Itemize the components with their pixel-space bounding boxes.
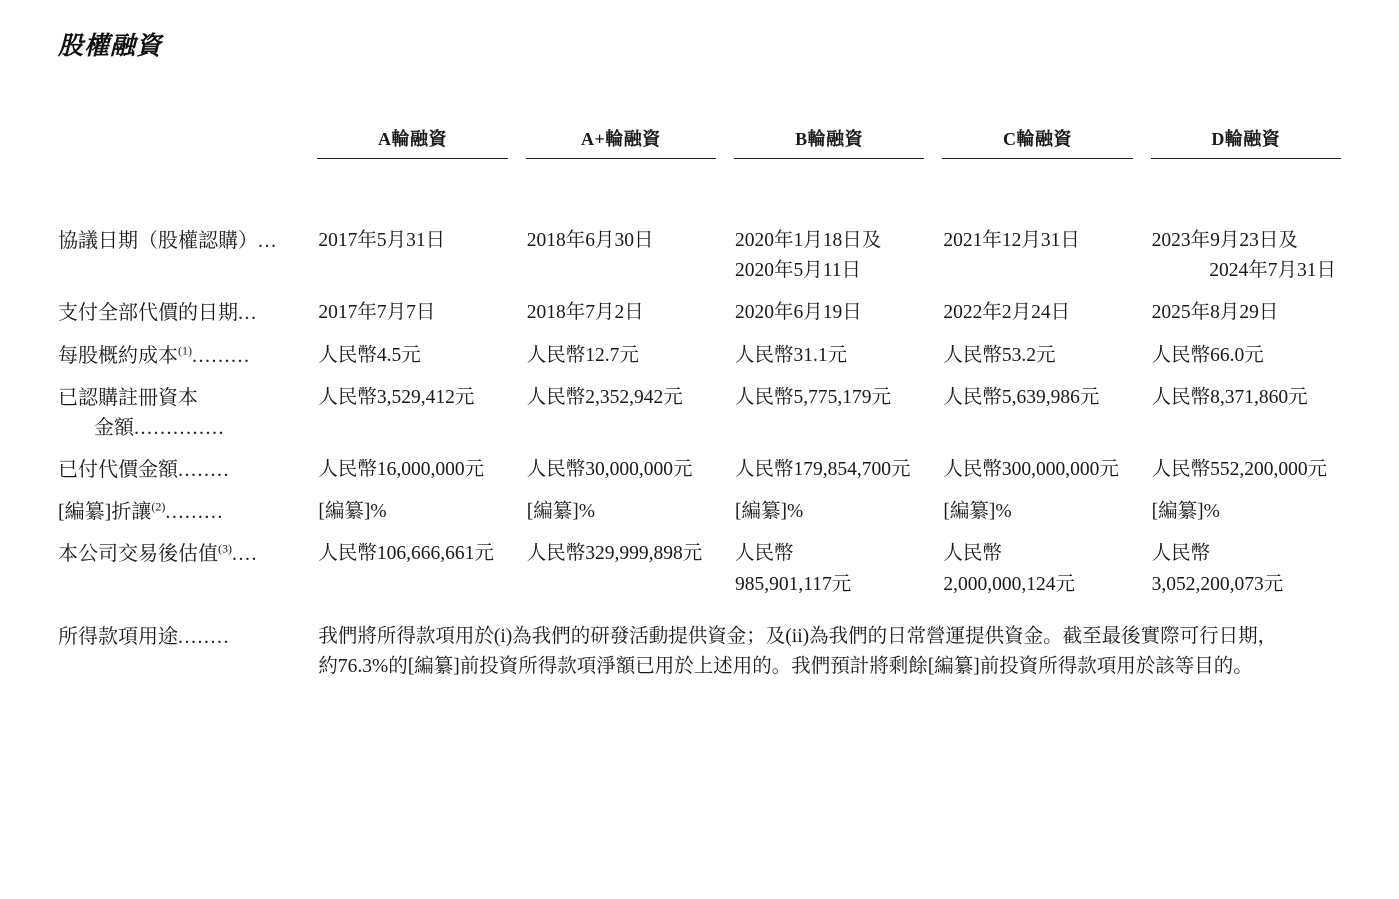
column-header-a-plus: A+輪融資 (580, 129, 661, 149)
row-label-agreement-date (50, 220, 308, 292)
cell-d: 人民幣66.0元 (1151, 344, 1264, 366)
row-label-full-payment-date: 支付全部代價的日期... (58, 302, 258, 325)
table-row (50, 606, 1350, 688)
cell-a: 2017年7月7日 (318, 302, 436, 324)
cell-b: 2020年6月19日 (735, 302, 862, 324)
cell-a-plus: [編纂]% (526, 501, 595, 523)
table-row (50, 449, 1350, 491)
table-row (50, 377, 1350, 449)
row-label-cost-per-share: 每股概約成本$^{(1)}$......... (58, 343, 251, 367)
table-row (50, 292, 1350, 334)
row-label-discount: [編纂]折讓$^{(2)}$......... (58, 499, 224, 524)
cell-c: [編纂]% (943, 501, 1012, 523)
cell-a-plus: 2018年7月2日 (526, 302, 644, 324)
row-label-use-of-proceeds: 所得款項用途........ (58, 625, 230, 648)
row-label-post-money-valuation: 本公司交易後估值$^{(3)}$.... (58, 541, 258, 566)
cell-a-plus: 人民幣12.7元 (526, 344, 639, 366)
cell-c: 人民幣300,000,000元 (943, 458, 1119, 480)
cell-d: 人民幣552,200,000元 (1151, 458, 1328, 480)
row-label-text: 協議日期（股權認購） (58, 230, 258, 252)
cell-a-plus: 人民幣329,999,898元 (526, 543, 703, 565)
cell-b: 人民幣 985,901,117元 (735, 543, 852, 595)
row-label-consideration-paid: 已付代價金額........ (58, 458, 230, 481)
cell-a-plus: 人民幣2,352,942元 (526, 386, 683, 408)
table-header (50, 124, 1350, 220)
table-row (50, 220, 1350, 292)
table-body (50, 220, 1350, 688)
cell-d: 人民幣 3,052,200,073元 (1151, 543, 1284, 595)
cell-a: 2017年5月31日 (318, 230, 446, 251)
row-label-dots: ... (258, 230, 278, 252)
cell-b: 人民幣31.1元 (735, 344, 848, 366)
cell-b: 人民幣179,854,700元 (735, 458, 911, 480)
cell-c: 人民幣5,639,986元 (943, 386, 1100, 408)
cell-a: [編纂]% (318, 501, 387, 523)
cell-b: [編纂]% (735, 501, 804, 523)
footnote-marker: (2) (151, 499, 166, 514)
column-header-a: A輪融資 (378, 129, 448, 149)
cell-a: 人民幣3,529,412元 (318, 386, 475, 408)
row-label-subscribed-capital: 已認購註冊資本 金額.............. (58, 386, 225, 439)
use-of-proceeds-text: 我們將所得款項用於(i)為我們的研發活動提供資金；及(ii)為我們的日常營運提供資金。截至最後實際可行日期， 約76.3%的[編纂]前投資所得款項淨額已用於上述用的。我們預計將剩餘[編纂]前投資所得款項用於該等目的。 (318, 625, 1278, 677)
column-header-b: B輪融資 (795, 129, 864, 149)
cell-c: 2022年2月24日 (943, 302, 1071, 324)
cell-a-plus: 2018年6月30日 (526, 230, 654, 251)
header-spacer-row (50, 160, 1350, 220)
page-title: 股權融資 (58, 33, 163, 60)
table-row (50, 533, 1350, 605)
cell-c: 人民幣53.2元 (943, 344, 1056, 366)
cell-d: 2025年8月29日 (1151, 302, 1279, 324)
cell-c: 2021年12月31日 (943, 230, 1080, 251)
cell-d: 2023年9月23日及 2024年7月31日 (1151, 230, 1336, 282)
column-header-d: D輪融資 (1211, 129, 1281, 149)
cell-a-plus: 人民幣30,000,000元 (526, 458, 693, 480)
cell-b: 2020年1月18日及 2020年5月11日 (735, 230, 882, 282)
cell-a: 人民幣106,666,661元 (318, 543, 494, 565)
column-header-c: C輪融資 (1002, 129, 1072, 149)
footnote-marker: (1) (178, 343, 192, 357)
cell-b: 人民幣5,775,179元 (735, 386, 892, 408)
table-row (50, 335, 1350, 377)
table-row (50, 491, 1350, 533)
cell-d: 人民幣8,371,860元 (1151, 386, 1308, 408)
footnote-marker: (3) (218, 541, 232, 556)
cell-a: 人民幣16,000,000元 (318, 458, 485, 480)
cell-a: 人民幣4.5元 (318, 344, 421, 366)
cell-c: 人民幣 2,000,000,124元 (943, 543, 1075, 595)
column-header-blank (50, 124, 308, 157)
cell-d: [編纂]% (1151, 501, 1220, 523)
equity-financing-table (50, 124, 1350, 688)
